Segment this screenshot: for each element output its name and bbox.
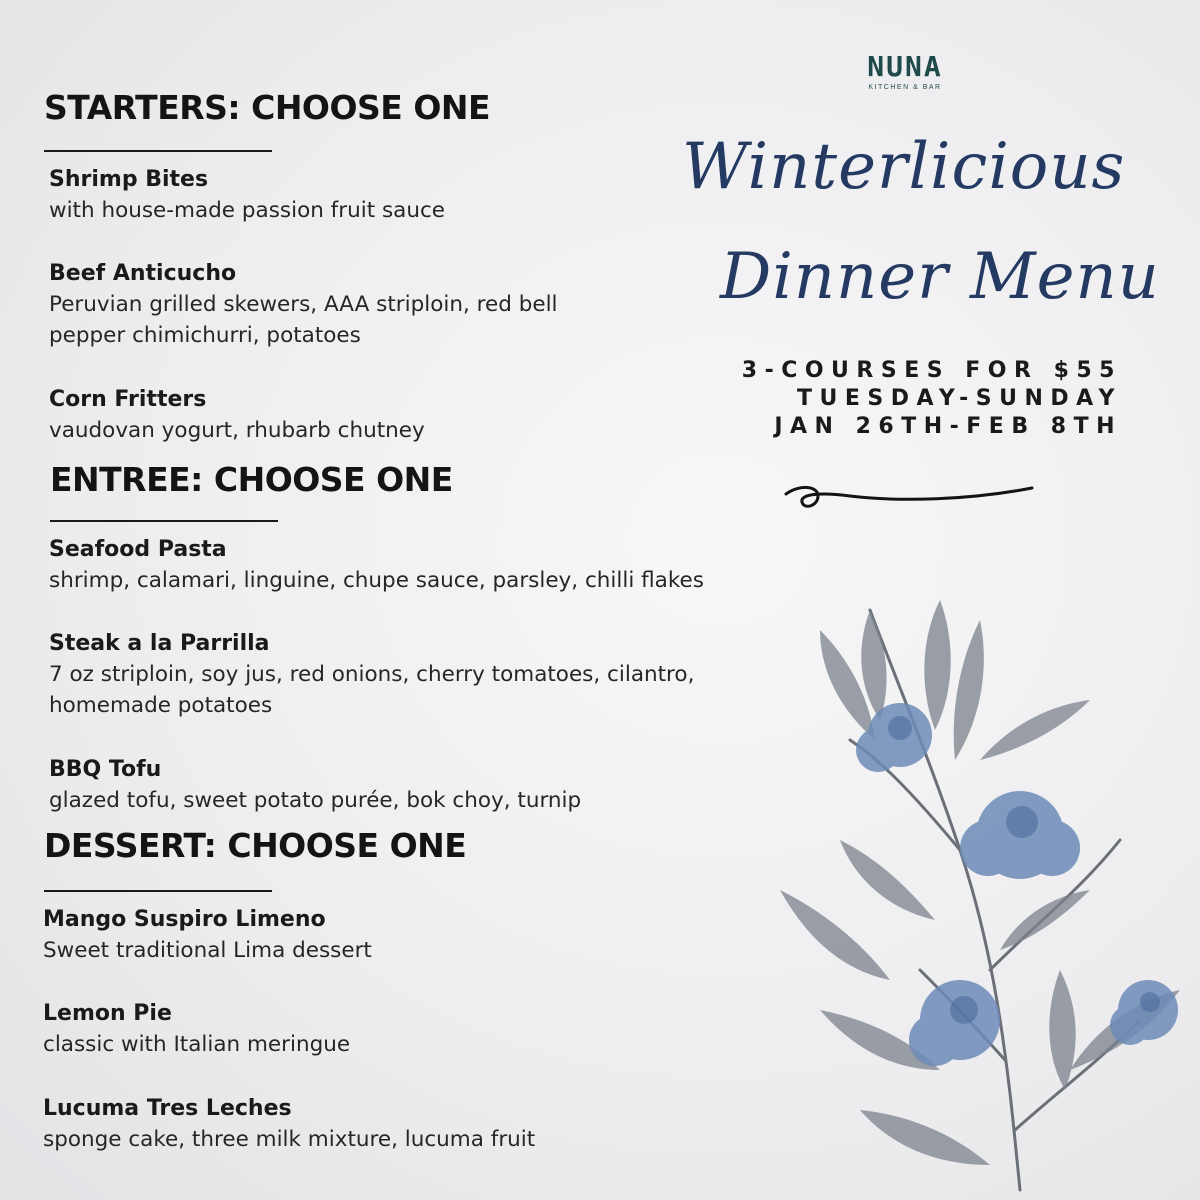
price-line: 3-COURSES FOR $55 — [741, 358, 1122, 383]
flourish-swash-icon — [780, 470, 1040, 520]
dessert-divider — [44, 890, 272, 892]
menu-item-name: Lemon Pie — [43, 1001, 172, 1026]
menu-item — [43, 999, 350, 1060]
nuna-logo — [840, 52, 970, 91]
dates-line: JAN 26TH-FEB 8TH — [774, 414, 1122, 439]
days-line: TUESDAY-SUNDAY — [797, 386, 1122, 411]
menu-item — [49, 755, 581, 816]
watercolor-flower-illustration-icon — [760, 590, 1200, 1200]
menu-item-description: shrimp, calamari, linguine, chupe sauce, parsley, chilli flakes — [49, 568, 704, 593]
menu-item-description: vaudovan yogurt, rhubarb chutney — [49, 418, 425, 443]
menu-item-description: glazed tofu, sweet potato purée, bok choy, turnip — [49, 788, 582, 813]
menu-item-name: Mango Suspiro Limeno — [43, 907, 326, 932]
script-title-line-2: Dinner Menu — [720, 240, 1160, 314]
menu-item-description: with house-made passion fruit sauce — [49, 198, 446, 223]
menu-item — [49, 385, 425, 446]
menu-item-name: Seafood Pasta — [49, 537, 227, 562]
logo-tagline: KITCHEN & BAR — [868, 84, 942, 91]
menu-item-name: Shrimp Bites — [49, 167, 209, 192]
entree-divider — [50, 520, 278, 522]
menu-item — [49, 535, 704, 596]
entree-heading: ENTREE: CHOOSE ONE — [50, 460, 453, 499]
logo-wordmark: NUNA — [867, 50, 943, 83]
menu-item-name: BBQ Tofu — [49, 757, 162, 782]
script-title-line-1: Winterlicious — [682, 130, 1126, 204]
menu-item-description: 7 oz striploin, soy jus, red onions, cherry tomatoes, cilantro, homemade potatoes — [49, 662, 695, 718]
menu-item — [49, 629, 769, 721]
menu-item-name: Lucuma Tres Leches — [43, 1096, 292, 1121]
menu-item — [43, 1094, 535, 1155]
menu-item — [49, 259, 609, 351]
menu-item-description: Peruvian grilled skewers, AAA striploin, red bell pepper chimichurri, potatoes — [49, 292, 558, 348]
starters-heading: STARTERS: CHOOSE ONE — [44, 88, 491, 127]
menu-item-description: classic with Italian meringue — [43, 1032, 351, 1057]
menu-item-description: sponge cake, three milk mixture, lucuma fruit — [43, 1127, 536, 1152]
menu-item-name: Beef Anticucho — [49, 261, 237, 286]
menu-item — [43, 905, 372, 966]
dessert-heading: DESSERT: CHOOSE ONE — [44, 826, 467, 865]
menu-item — [49, 165, 445, 226]
menu-item-name: Corn Fritters — [49, 387, 207, 412]
menu-item-description: Sweet traditional Lima dessert — [43, 938, 372, 963]
starters-divider — [44, 150, 272, 152]
menu-item-name: Steak a la Parrilla — [49, 631, 270, 656]
